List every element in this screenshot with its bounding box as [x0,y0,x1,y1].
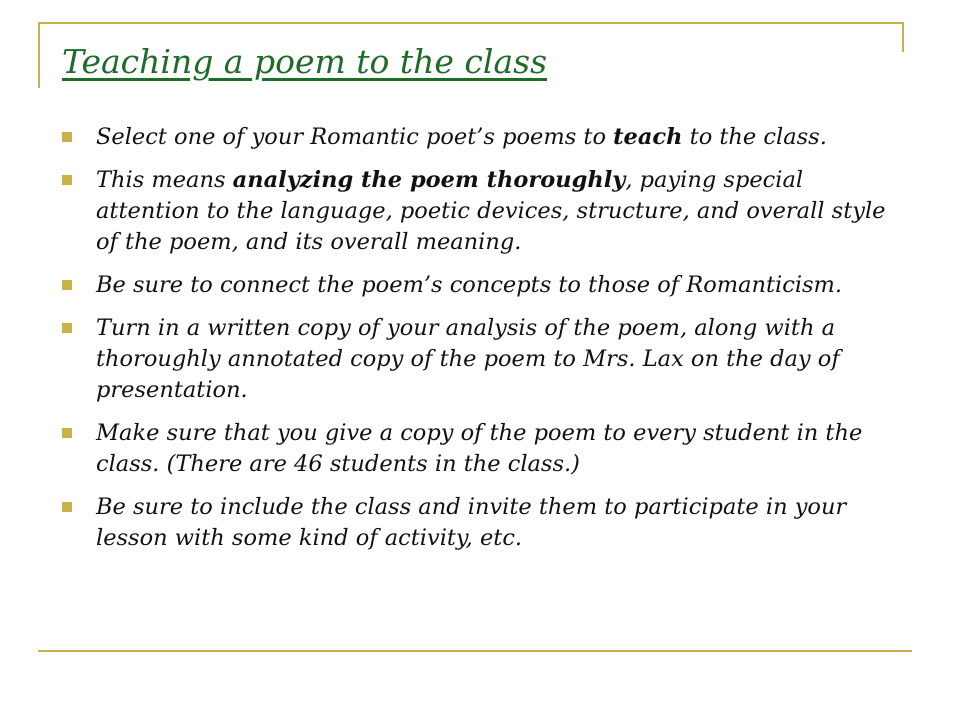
bullet-item [60,165,900,258]
bullet-item [60,313,900,406]
square-bullet-icon [62,132,72,142]
bullet-item [60,492,900,554]
square-bullet-icon [62,280,72,290]
bullet-text-end: to the class. [682,124,827,150]
square-bullet-icon [62,323,72,333]
square-bullet-icon [62,428,72,438]
frame-bottom-rule [38,650,912,652]
bullet-emphasis: analyzing the poem thoroughly [232,167,626,193]
square-bullet-icon [62,502,72,512]
frame-right-rule [902,22,904,52]
bullet-item [60,122,900,153]
frame-top-rule [38,22,904,24]
bullet-list [60,122,900,566]
bullet-text: Make sure that you give a copy of the poem to every student in the class. (There are 46 students in the class.) [96,420,863,477]
bullet-text: This means [96,167,233,193]
slide-title: Teaching a poem to the class [62,42,548,81]
bullet-item [60,418,900,480]
square-bullet-icon [62,175,72,185]
bullet-emphasis: teach [613,124,683,150]
frame-left-rule [38,22,40,88]
bullet-text: Select one of your Romantic poet’s poems to [96,124,614,150]
bullet-item [60,270,900,301]
bullet-text: Be sure to include the class and invite them to participate in your lesson with some kind of activity, etc. [96,494,847,551]
bullet-text: Turn in a written copy of your analysis of the poem, along with a thoroughly annotated copy of the poem to Mrs. Lax on the day of presentation. [96,315,840,403]
bullet-text: Be sure to connect the poem’s concepts to those of Romanticism. [96,272,843,298]
bullet-text-end: , paying special attention to the language, poetic devices, structure, and overall style of the poem, and its overall meaning. [96,167,886,255]
